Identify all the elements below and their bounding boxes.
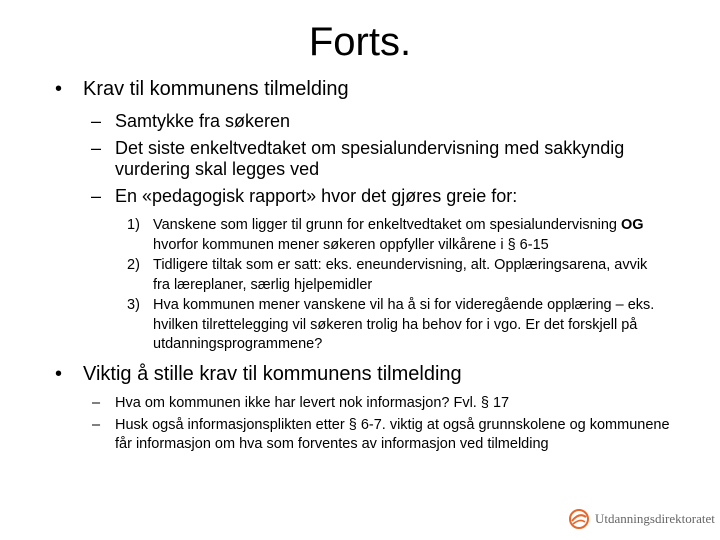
- slide-content: [0, 76, 720, 454]
- sub-bullet: [0, 394, 720, 413]
- footer-logo: [568, 505, 718, 533]
- numbered-text: Hva kommunen mener vanskene vil ha å si for videregående opplæring – eks. hvilken tilrettelegging vil søkeren trolig ha behov for i vgo. Er det forskjell på utdanningsprogrammene?: [153, 297, 655, 352]
- sub-bullet: [0, 416, 720, 454]
- emphasis-text: OG: [621, 217, 644, 233]
- numbered-item: [0, 296, 720, 355]
- numbered-text: Vanskene som ligger til grunn for enkeltvedtaket om spesialundervisning OG hvorfor kommunen mener søkeren oppfyller vilkårene i § 6-15: [153, 217, 644, 253]
- dash-marker: –: [91, 111, 102, 131]
- numbered-item: [0, 216, 720, 255]
- bullet-marker: •: [55, 78, 63, 100]
- udir-logo-icon: [568, 508, 590, 530]
- sub-bullet-text: En «pedagogisk rapport» hvor det gjøres greie for:: [115, 186, 518, 206]
- sub-bullet-text: Husk også informasjonsplikten etter § 6-7. viktig at også grunnskolene og kommunene får informasjon om hva som forventes av informasjon ved tilmelding: [115, 416, 670, 452]
- number-marker: 2): [127, 257, 140, 273]
- dash-marker: –: [91, 138, 102, 158]
- sub-bullet-text: Det siste enkeltvedtaket om spesialundervisning med sakkyndig vurdering skal legges ved: [115, 138, 625, 179]
- bullet-marker: •: [55, 362, 63, 385]
- bullet-1: [0, 76, 720, 102]
- bullet-2: [0, 361, 720, 387]
- bullet-text: Krav til kommunens tilmelding: [83, 78, 349, 100]
- dash-marker: –: [91, 186, 102, 206]
- sub-bullet-text: Samtykke fra søkeren: [115, 111, 291, 131]
- sub-bullet: [0, 138, 720, 180]
- sub-bullet: [0, 186, 720, 207]
- numbered-text: Tidligere tiltak som er satt: eks. eneundervisning, alt. Opplæringsarena, avvik fra læreplaner, særlig hjelpemidler: [153, 257, 648, 293]
- bullet-text: Viktig å stille krav til kommunens tilmelding: [83, 362, 462, 385]
- sub-bullet-text: Hva om kommunen ikke har levert nok informasjon? Fvl. § 17: [115, 394, 510, 411]
- slide-title: Forts.: [308, 20, 412, 64]
- sub-bullet: [0, 111, 720, 132]
- dash-marker: –: [92, 416, 101, 433]
- number-marker: 1): [127, 217, 140, 233]
- dash-marker: –: [92, 394, 101, 411]
- numbered-item: [0, 256, 720, 295]
- number-marker: 3): [127, 297, 140, 313]
- logo-text: Utdanningsdirektoratet: [595, 511, 715, 526]
